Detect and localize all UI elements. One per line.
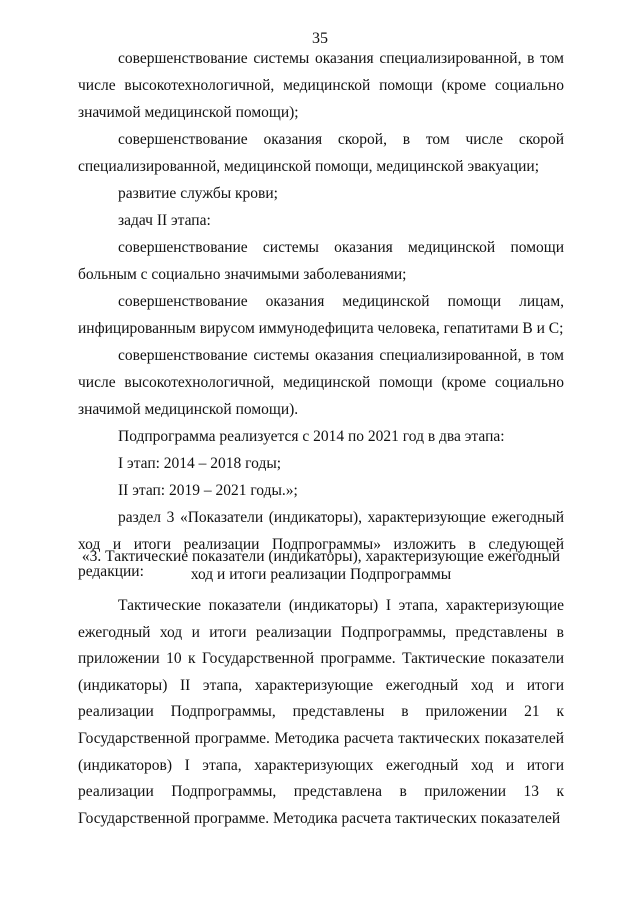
body-text-top: [78, 45, 564, 585]
paragraph-stage-two: II этап: 2019 – 2021 годы.»;: [118, 482, 298, 499]
paragraph-subprogram-period: Подпрограмма реализуется с 2014 по 2021 год в два этапа:: [118, 428, 505, 445]
paragraph-stage-one: I этап: 2014 – 2018 годы;: [118, 455, 282, 472]
paragraph-hiv-hepatitis: совершенствование оказания медицинской помощи лицам, инфицированным вирусом иммунодефицита человека, гепатитами B и C;: [78, 293, 564, 337]
section-heading: [78, 548, 564, 584]
paragraph-section-three-amendment: раздел 3 «Показатели (индикаторы), характеризующие ежегодный ход и итоги реализации Подпрограммы» изложить в следующей редакции:: [78, 509, 564, 580]
paragraph-blood-service: развитие службы крови;: [118, 185, 278, 202]
page-number: 35: [312, 30, 328, 47]
paragraph-tactical-indicators: Тактические показатели (индикаторы) I этапа, характеризующие ежегодный ход и итоги реализации Подпрограммы, представлены в приложении 10 к Государственной программе. Тактические показатели (индикаторы) II этапа, характеризующие ежегодный ход и итоги реализации Подпрограммы, представлены в приложении 21 к Государственной программе. Методика расчета тактических показателей (индикаторов) I этапа, характеризующих ежегодный ход и итоги реализации Подпрограммы, представлена в приложении 13 к Государственной программе. Методика расчета тактических показателей: [78, 597, 564, 827]
section-heading-line-1: «3. Тактические показатели (индикаторы), характеризующие ежегодный: [81, 548, 561, 565]
section-heading-line-2: ход и итоги реализации Подпрограммы: [190, 566, 452, 583]
paragraph-socially-significant: совершенствование системы оказания медицинской помощи больным с социально значимыми заболеваниями;: [78, 239, 564, 283]
paragraph-emergency-care: совершенствование оказания скорой, в том числе скорой специализированной, медицинской помощи, медицинской эвакуации;: [78, 131, 564, 175]
body-text-bottom: [78, 593, 564, 832]
paragraph-specialized-care: совершенствование системы оказания специализированной, в том числе высокотехнологичной, медицинской помощи (кроме социально значимой медицинской помощи);: [78, 50, 564, 121]
paragraph-stage-two-tasks: задач II этапа:: [118, 212, 211, 229]
paragraph-specialized-care-2: совершенствование системы оказания специализированной, в том числе высокотехнологичной, медицинской помощи (кроме социально значимой медицинской помощи).: [78, 347, 564, 418]
